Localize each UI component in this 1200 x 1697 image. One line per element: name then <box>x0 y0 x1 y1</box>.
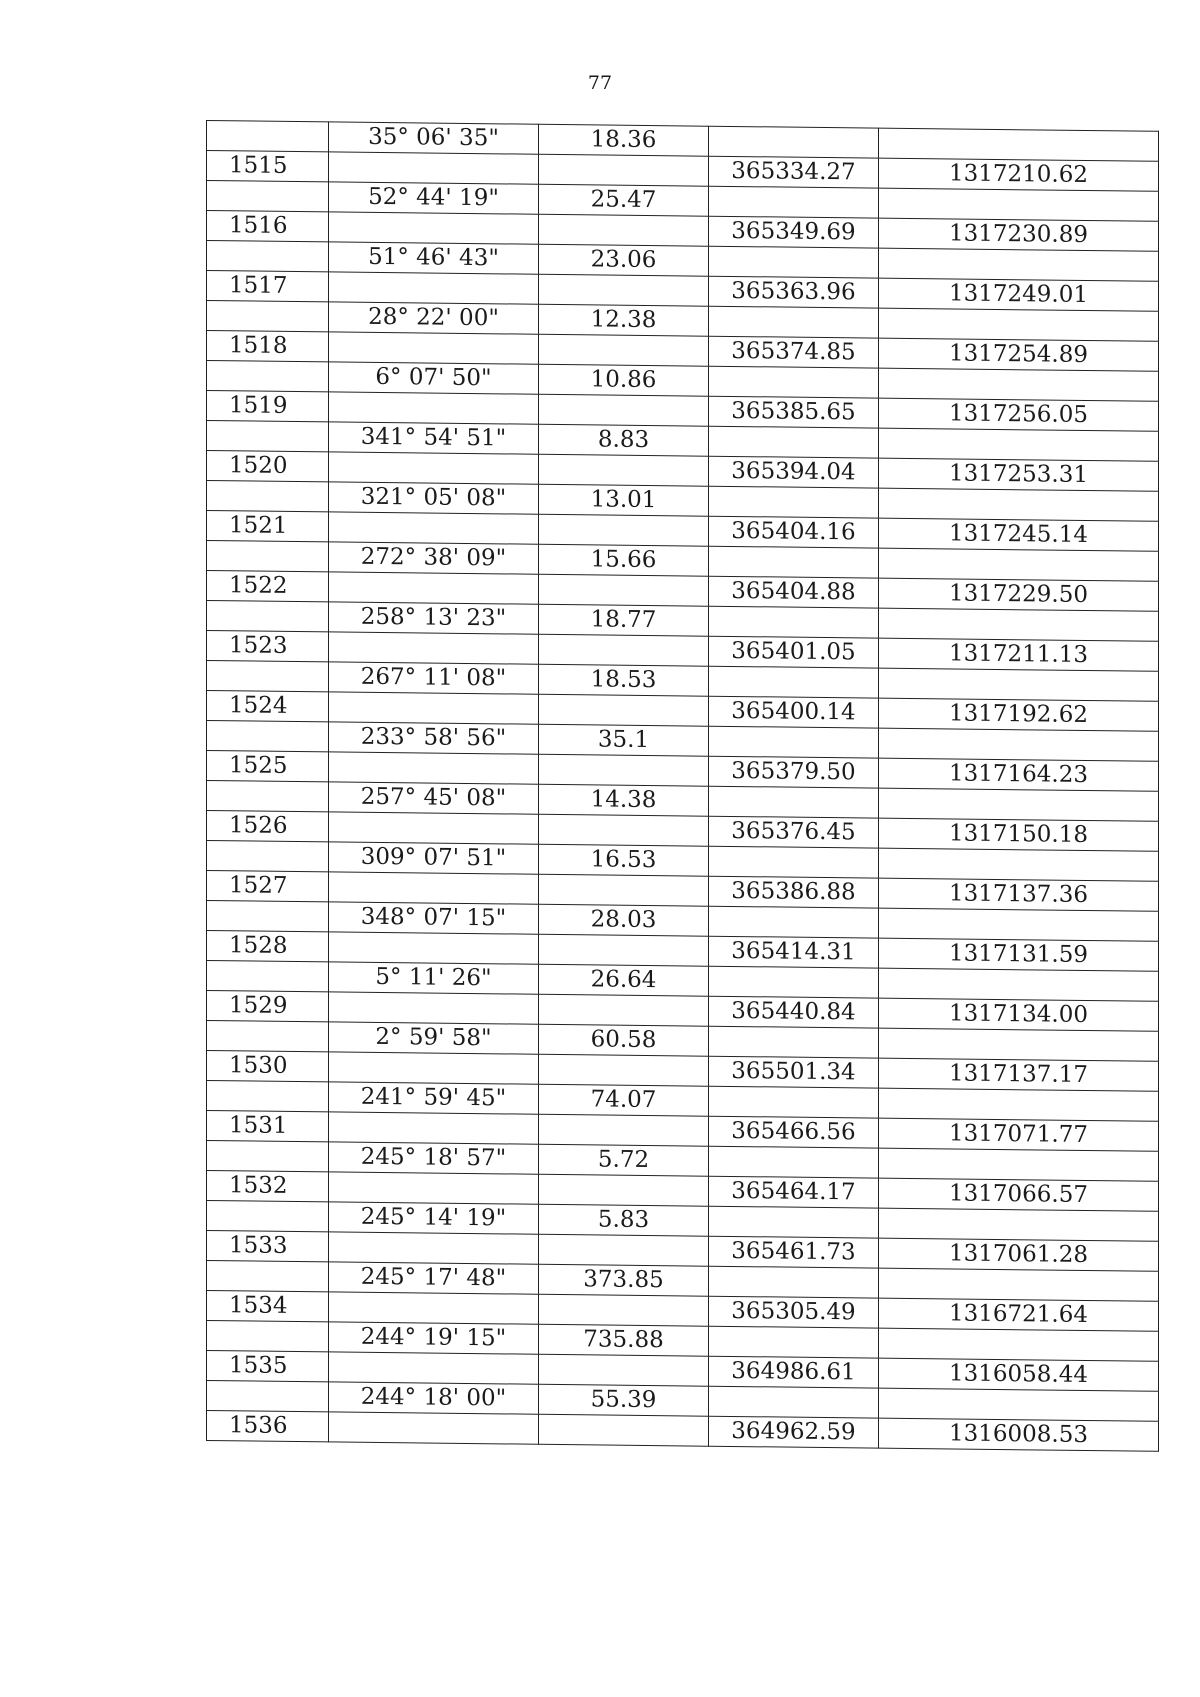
distance-cell: 735.88 <box>539 1324 709 1356</box>
bearing-cell <box>329 632 539 664</box>
easting-cell: 1317066.57 <box>879 1178 1159 1211</box>
northing-cell: 365464.17 <box>709 1176 879 1208</box>
easting-cell: 1317150.18 <box>879 818 1159 851</box>
point-cell: 1536 <box>207 1411 329 1442</box>
point-cell <box>207 901 329 932</box>
distance-cell: 5.72 <box>539 1144 709 1176</box>
bearing-cell <box>329 572 539 604</box>
point-cell: 1535 <box>207 1351 329 1382</box>
bearing-cell: 244° 18' 00" <box>329 1382 539 1414</box>
bearing-cell <box>329 1052 539 1084</box>
northing-cell <box>709 726 879 758</box>
easting-cell <box>879 728 1159 761</box>
bearing-cell <box>329 992 539 1024</box>
bearing-cell <box>329 332 539 364</box>
easting-cell: 1317245.14 <box>879 518 1159 551</box>
easting-cell <box>879 548 1159 581</box>
point-cell: 1533 <box>207 1231 329 1262</box>
bearing-cell <box>329 392 539 424</box>
northing-cell: 365401.05 <box>709 636 879 668</box>
northing-cell: 365466.56 <box>709 1116 879 1148</box>
northing-cell: 365404.16 <box>709 516 879 548</box>
point-cell <box>207 361 329 392</box>
bearing-cell <box>329 1352 539 1384</box>
northing-cell: 365334.27 <box>709 156 879 188</box>
easting-cell: 1317230.89 <box>879 218 1159 251</box>
bearing-cell: 52° 44' 19" <box>329 182 539 214</box>
bearing-cell <box>329 1112 539 1144</box>
easting-cell: 1317137.17 <box>879 1058 1159 1091</box>
bearing-cell: 267° 11' 08" <box>329 662 539 694</box>
distance-cell <box>539 334 709 366</box>
easting-cell: 1317249.01 <box>879 278 1159 311</box>
easting-cell <box>879 368 1159 401</box>
easting-cell <box>879 1148 1159 1181</box>
point-cell: 1515 <box>207 151 329 182</box>
easting-cell: 1316008.53 <box>879 1418 1159 1451</box>
distance-cell: 10.86 <box>539 364 709 396</box>
distance-cell <box>539 814 709 846</box>
distance-cell <box>539 1174 709 1206</box>
point-cell <box>207 1261 329 1292</box>
easting-cell <box>879 668 1159 701</box>
distance-cell: 35.1 <box>539 724 709 756</box>
point-cell: 1516 <box>207 211 329 242</box>
bearing-cell: 341° 54' 51" <box>329 422 539 454</box>
distance-cell: 8.83 <box>539 424 709 456</box>
distance-cell <box>539 994 709 1026</box>
northing-cell <box>709 246 879 278</box>
northing-cell <box>709 906 879 938</box>
bearing-cell <box>329 1412 539 1444</box>
distance-cell: 373.85 <box>539 1264 709 1296</box>
bearing-cell: 272° 38' 09" <box>329 542 539 574</box>
bearing-cell: 321° 05' 08" <box>329 482 539 514</box>
northing-cell <box>709 486 879 518</box>
point-cell: 1528 <box>207 931 329 962</box>
easting-cell <box>879 1028 1159 1061</box>
easting-cell: 1317210.62 <box>879 158 1159 191</box>
distance-cell: 60.58 <box>539 1024 709 1056</box>
point-cell: 1527 <box>207 871 329 902</box>
distance-cell <box>539 1114 709 1146</box>
point-cell: 1530 <box>207 1051 329 1082</box>
easting-cell <box>879 968 1159 1001</box>
point-cell <box>207 1381 329 1412</box>
distance-cell: 74.07 <box>539 1084 709 1116</box>
northing-cell <box>709 186 879 218</box>
point-cell <box>207 1201 329 1232</box>
point-cell <box>207 781 329 812</box>
northing-cell <box>709 126 879 158</box>
bearing-cell <box>329 272 539 304</box>
distance-cell <box>539 1414 709 1446</box>
distance-cell <box>539 154 709 186</box>
distance-cell: 14.38 <box>539 784 709 816</box>
easting-cell <box>879 1268 1159 1301</box>
easting-cell: 1317164.23 <box>879 758 1159 791</box>
point-cell: 1520 <box>207 451 329 482</box>
northing-cell <box>709 966 879 998</box>
bearing-cell: 28° 22' 00" <box>329 302 539 334</box>
distance-cell: 15.66 <box>539 544 709 576</box>
distance-cell: 16.53 <box>539 844 709 876</box>
northing-cell: 365374.85 <box>709 336 879 368</box>
northing-cell: 365440.84 <box>709 996 879 1028</box>
easting-cell <box>879 428 1159 461</box>
distance-cell: 13.01 <box>539 484 709 516</box>
bearing-cell <box>329 752 539 784</box>
point-cell <box>207 541 329 572</box>
distance-cell: 18.77 <box>539 604 709 636</box>
point-cell: 1532 <box>207 1171 329 1202</box>
northing-cell <box>709 1026 879 1058</box>
distance-cell: 25.47 <box>539 184 709 216</box>
distance-cell <box>539 634 709 666</box>
northing-cell: 365349.69 <box>709 216 879 248</box>
northing-cell <box>709 366 879 398</box>
easting-cell: 1317254.89 <box>879 338 1159 371</box>
point-cell <box>207 1081 329 1112</box>
point-cell: 1534 <box>207 1291 329 1322</box>
distance-cell <box>539 454 709 486</box>
easting-cell: 1317256.05 <box>879 398 1159 431</box>
easting-cell <box>879 1208 1159 1241</box>
table-body <box>207 121 1159 1452</box>
northing-cell: 365404.88 <box>709 576 879 608</box>
point-cell: 1529 <box>207 991 329 1022</box>
northing-cell: 365379.50 <box>709 756 879 788</box>
distance-cell: 55.39 <box>539 1384 709 1416</box>
distance-cell <box>539 934 709 966</box>
point-cell <box>207 181 329 212</box>
bearing-cell: 5° 11' 26" <box>329 962 539 994</box>
easting-cell: 1317192.62 <box>879 698 1159 731</box>
distance-cell <box>539 754 709 786</box>
distance-cell <box>539 1054 709 1086</box>
easting-cell: 1316058.44 <box>879 1358 1159 1391</box>
easting-cell: 1317253.31 <box>879 458 1159 491</box>
bearing-cell <box>329 872 539 904</box>
easting-cell <box>879 248 1159 281</box>
point-cell <box>207 301 329 332</box>
point-cell <box>207 841 329 872</box>
easting-cell <box>879 308 1159 341</box>
northing-cell <box>709 1206 879 1238</box>
point-cell <box>207 1141 329 1172</box>
easting-cell <box>879 488 1159 521</box>
bearing-cell: 244° 19' 15" <box>329 1322 539 1354</box>
point-cell: 1526 <box>207 811 329 842</box>
distance-cell <box>539 1234 709 1266</box>
distance-cell <box>539 1294 709 1326</box>
bearing-cell: 257° 45' 08" <box>329 782 539 814</box>
bearing-cell <box>329 1172 539 1204</box>
easting-cell <box>879 848 1159 881</box>
point-cell: 1518 <box>207 331 329 362</box>
distance-cell: 12.38 <box>539 304 709 336</box>
northing-cell <box>709 846 879 878</box>
northing-cell: 365461.73 <box>709 1236 879 1268</box>
distance-cell: 18.53 <box>539 664 709 696</box>
distance-cell <box>539 274 709 306</box>
bearing-cell: 245° 14' 19" <box>329 1202 539 1234</box>
page-number: 77 <box>587 72 613 94</box>
bearing-cell: 348° 07' 15" <box>329 902 539 934</box>
northing-cell: 365376.45 <box>709 816 879 848</box>
northing-cell: 365394.04 <box>709 456 879 488</box>
easting-cell <box>879 788 1159 821</box>
distance-cell <box>539 874 709 906</box>
bearing-cell: 6° 07' 50" <box>329 362 539 394</box>
point-cell: 1523 <box>207 631 329 662</box>
northing-cell: 365414.31 <box>709 936 879 968</box>
northing-cell: 365386.88 <box>709 876 879 908</box>
bearing-cell <box>329 152 539 184</box>
point-cell: 1531 <box>207 1111 329 1142</box>
point-cell <box>207 661 329 692</box>
bearing-cell: 241° 59' 45" <box>329 1082 539 1114</box>
point-cell <box>207 421 329 452</box>
distance-cell <box>539 394 709 426</box>
northing-cell <box>709 546 879 578</box>
bearing-cell <box>329 692 539 724</box>
easting-cell: 1317137.36 <box>879 878 1159 911</box>
easting-cell: 1317061.28 <box>879 1238 1159 1271</box>
northing-cell: 364962.59 <box>709 1416 879 1448</box>
distance-cell <box>539 514 709 546</box>
point-cell <box>207 481 329 512</box>
point-cell <box>207 961 329 992</box>
bearing-cell <box>329 1292 539 1324</box>
point-cell <box>207 1021 329 1052</box>
northing-cell <box>709 1146 879 1178</box>
point-cell: 1517 <box>207 271 329 302</box>
northing-cell <box>709 1086 879 1118</box>
point-cell <box>207 1321 329 1352</box>
easting-cell <box>879 908 1159 941</box>
bearing-cell <box>329 452 539 484</box>
easting-cell <box>879 1328 1159 1361</box>
distance-cell: 23.06 <box>539 244 709 276</box>
distance-cell: 5.83 <box>539 1204 709 1236</box>
bearing-cell <box>329 932 539 964</box>
bearing-cell: 245° 17' 48" <box>329 1262 539 1294</box>
northing-cell <box>709 306 879 338</box>
bearing-cell <box>329 512 539 544</box>
point-cell <box>207 721 329 752</box>
bearing-cell: 2° 59' 58" <box>329 1022 539 1054</box>
bearing-cell: 258° 13' 23" <box>329 602 539 634</box>
northing-cell: 365400.14 <box>709 696 879 728</box>
easting-cell <box>879 1088 1159 1121</box>
northing-cell: 365363.96 <box>709 276 879 308</box>
northing-cell <box>709 1266 879 1298</box>
northing-cell: 364986.61 <box>709 1356 879 1388</box>
northing-cell <box>709 786 879 818</box>
northing-cell <box>709 606 879 638</box>
northing-cell: 365501.34 <box>709 1056 879 1088</box>
distance-cell <box>539 1354 709 1386</box>
easting-cell: 1317071.77 <box>879 1118 1159 1151</box>
bearing-cell: 245° 18' 57" <box>329 1142 539 1174</box>
distance-cell: 18.36 <box>539 124 709 156</box>
easting-cell: 1317229.50 <box>879 578 1159 611</box>
point-cell: 1524 <box>207 691 329 722</box>
distance-cell: 26.64 <box>539 964 709 996</box>
point-cell <box>207 121 329 152</box>
distance-cell <box>539 574 709 606</box>
northing-cell <box>709 1326 879 1358</box>
easting-cell: 1316721.64 <box>879 1298 1159 1331</box>
bearing-cell: 51° 46' 43" <box>329 242 539 274</box>
northing-cell: 365305.49 <box>709 1296 879 1328</box>
easting-cell <box>879 128 1159 161</box>
easting-cell: 1317134.00 <box>879 998 1159 1031</box>
survey-coordinates-table <box>206 120 1159 1452</box>
northing-cell <box>709 666 879 698</box>
point-cell <box>207 601 329 632</box>
northing-cell: 365385.65 <box>709 396 879 428</box>
easting-cell <box>879 608 1159 641</box>
point-cell: 1525 <box>207 751 329 782</box>
distance-cell <box>539 214 709 246</box>
easting-cell <box>879 188 1159 221</box>
northing-cell <box>709 1386 879 1418</box>
point-cell: 1522 <box>207 571 329 602</box>
distance-cell: 28.03 <box>539 904 709 936</box>
bearing-cell: 233° 58' 56" <box>329 722 539 754</box>
easting-cell: 1317131.59 <box>879 938 1159 971</box>
point-cell <box>207 241 329 272</box>
bearing-cell: 35° 06' 35" <box>329 122 539 154</box>
easting-cell <box>879 1388 1159 1421</box>
bearing-cell <box>329 1232 539 1264</box>
easting-cell: 1317211.13 <box>879 638 1159 671</box>
bearing-cell <box>329 212 539 244</box>
bearing-cell: 309° 07' 51" <box>329 842 539 874</box>
northing-cell <box>709 426 879 458</box>
point-cell: 1519 <box>207 391 329 422</box>
distance-cell <box>539 694 709 726</box>
point-cell: 1521 <box>207 511 329 542</box>
bearing-cell <box>329 812 539 844</box>
